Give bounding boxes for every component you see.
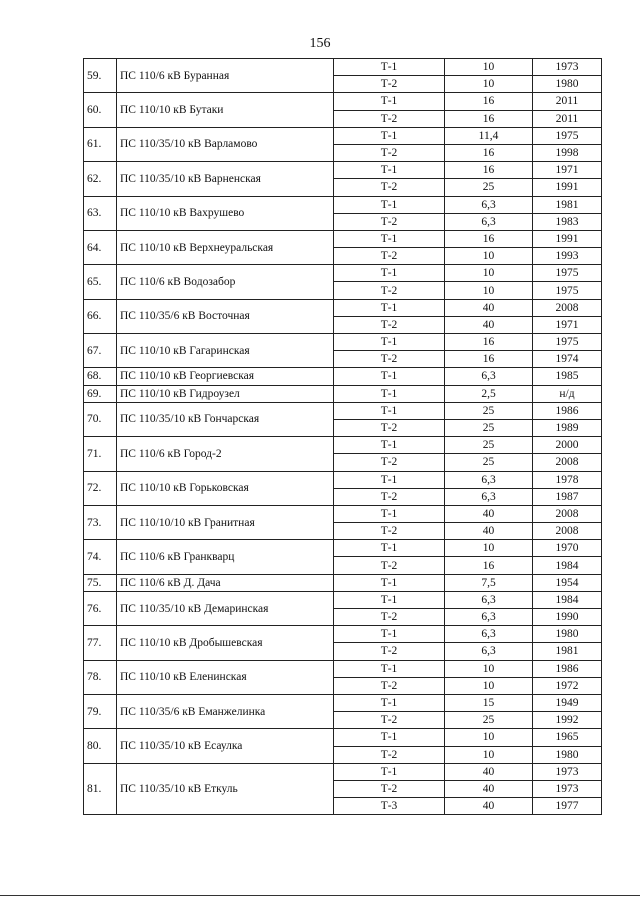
substation-name: ПС 110/10 кВ Гидроузел <box>117 385 334 402</box>
power-value: 16 <box>445 110 533 127</box>
power-value: 7,5 <box>445 574 533 591</box>
year-value: 2008 <box>533 523 602 540</box>
power-value: 40 <box>445 505 533 522</box>
table-row <box>84 385 602 402</box>
row-number: 61. <box>84 127 117 161</box>
transformer-label: Т-1 <box>334 93 445 110</box>
power-value: 10 <box>445 59 533 76</box>
substation-name: ПС 110/35/6 кВ Восточная <box>117 299 334 333</box>
year-value: 1973 <box>533 780 602 797</box>
power-value: 25 <box>445 454 533 471</box>
power-value: 6,3 <box>445 626 533 643</box>
power-value: 10 <box>445 677 533 694</box>
power-value: 10 <box>445 729 533 746</box>
table-row <box>84 540 602 557</box>
transformer-label: Т-1 <box>334 626 445 643</box>
transformer-label: Т-1 <box>334 660 445 677</box>
year-value: 2011 <box>533 110 602 127</box>
substation-name: ПС 110/35/10 кВ Варламово <box>117 127 334 161</box>
transformer-label: Т-2 <box>334 712 445 729</box>
power-value: 40 <box>445 316 533 333</box>
power-value: 40 <box>445 780 533 797</box>
year-value: 1985 <box>533 368 602 385</box>
power-value: 6,3 <box>445 196 533 213</box>
year-value: 1978 <box>533 471 602 488</box>
year-value: 1975 <box>533 127 602 144</box>
row-number: 68. <box>84 368 117 385</box>
transformer-label: Т-1 <box>334 59 445 76</box>
transformer-label: Т-2 <box>334 351 445 368</box>
table-row <box>84 471 602 488</box>
transformer-label: Т-2 <box>334 523 445 540</box>
year-value: 1980 <box>533 626 602 643</box>
power-value: 10 <box>445 248 533 265</box>
power-value: 25 <box>445 402 533 419</box>
row-number: 73. <box>84 505 117 539</box>
year-value: н/д <box>533 385 602 402</box>
substation-name: ПС 110/35/10 кВ Демаринская <box>117 591 334 625</box>
row-number: 72. <box>84 471 117 505</box>
row-number: 69. <box>84 385 117 402</box>
row-number: 80. <box>84 729 117 763</box>
year-value: 1971 <box>533 162 602 179</box>
power-value: 16 <box>445 334 533 351</box>
power-value: 25 <box>445 179 533 196</box>
table-row <box>84 591 602 608</box>
power-value: 6,3 <box>445 488 533 505</box>
transformer-label: Т-2 <box>334 282 445 299</box>
power-value: 16 <box>445 351 533 368</box>
row-number: 78. <box>84 660 117 694</box>
year-value: 2000 <box>533 437 602 454</box>
transformer-label: Т-2 <box>334 677 445 694</box>
substation-name: ПС 110/10 кВ Георгиевская <box>117 368 334 385</box>
transformer-label: Т-1 <box>334 162 445 179</box>
power-value: 25 <box>445 419 533 436</box>
transformer-label: Т-1 <box>334 127 445 144</box>
transformer-label: Т-1 <box>334 471 445 488</box>
row-number: 79. <box>84 694 117 728</box>
substation-name: ПС 110/6 кВ Город-2 <box>117 437 334 471</box>
substation-name: ПС 110/10/10 кВ Гранитная <box>117 505 334 539</box>
year-value: 1965 <box>533 729 602 746</box>
power-value: 10 <box>445 282 533 299</box>
transformer-label: Т-2 <box>334 643 445 660</box>
table-row <box>84 694 602 711</box>
row-number: 81. <box>84 763 117 815</box>
transformer-label: Т-2 <box>334 488 445 505</box>
power-value: 25 <box>445 712 533 729</box>
substation-name: ПС 110/10 кВ Гагаринская <box>117 334 334 368</box>
transformer-label: Т-1 <box>334 729 445 746</box>
power-value: 10 <box>445 746 533 763</box>
substation-name: ПС 110/6 кВ Д. Дача <box>117 574 334 591</box>
transformer-label: Т-2 <box>334 179 445 196</box>
transformer-label: Т-2 <box>334 419 445 436</box>
power-value: 16 <box>445 230 533 247</box>
year-value: 1973 <box>533 763 602 780</box>
power-value: 6,3 <box>445 213 533 230</box>
substation-name: ПС 110/35/10 кВ Варненская <box>117 162 334 196</box>
transformer-label: Т-1 <box>334 334 445 351</box>
table-row <box>84 230 602 247</box>
power-value: 6,3 <box>445 643 533 660</box>
year-value: 1991 <box>533 230 602 247</box>
power-value: 10 <box>445 265 533 282</box>
year-value: 1989 <box>533 419 602 436</box>
year-value: 1986 <box>533 660 602 677</box>
footer-rule <box>0 895 640 896</box>
year-value: 1980 <box>533 746 602 763</box>
power-value: 16 <box>445 144 533 161</box>
year-value: 1973 <box>533 59 602 76</box>
transformer-label: Т-3 <box>334 798 445 815</box>
power-value: 15 <box>445 694 533 711</box>
substation-table <box>83 58 602 815</box>
transformer-label: Т-1 <box>334 368 445 385</box>
power-value: 40 <box>445 299 533 316</box>
row-number: 70. <box>84 402 117 436</box>
row-number: 65. <box>84 265 117 299</box>
power-value: 6,3 <box>445 471 533 488</box>
year-value: 1983 <box>533 213 602 230</box>
row-number: 74. <box>84 540 117 574</box>
substation-name: ПС 110/10 кВ Еленинская <box>117 660 334 694</box>
substation-name: ПС 110/35/6 кВ Еманжелинка <box>117 694 334 728</box>
table-row <box>84 334 602 351</box>
year-value: 1975 <box>533 334 602 351</box>
row-number: 67. <box>84 334 117 368</box>
year-value: 1954 <box>533 574 602 591</box>
table-row <box>84 127 602 144</box>
transformer-label: Т-2 <box>334 609 445 626</box>
table-row <box>84 93 602 110</box>
year-value: 1981 <box>533 196 602 213</box>
transformer-label: Т-1 <box>334 230 445 247</box>
transformer-label: Т-1 <box>334 437 445 454</box>
substation-name: ПС 110/10 кВ Вахрушево <box>117 196 334 230</box>
transformer-label: Т-2 <box>334 144 445 161</box>
transformer-label: Т-2 <box>334 110 445 127</box>
table-row <box>84 265 602 282</box>
year-value: 1972 <box>533 677 602 694</box>
transformer-label: Т-2 <box>334 316 445 333</box>
table-row <box>84 763 602 780</box>
power-value: 16 <box>445 557 533 574</box>
transformer-label: Т-1 <box>334 265 445 282</box>
row-number: 64. <box>84 230 117 264</box>
page-number: 156 <box>309 36 331 51</box>
row-number: 63. <box>84 196 117 230</box>
transformer-label: Т-1 <box>334 402 445 419</box>
row-number: 75. <box>84 574 117 591</box>
substation-name: ПС 110/10 кВ Бутаки <box>117 93 334 127</box>
substation-name: ПС 110/35/10 кВ Еткуль <box>117 763 334 815</box>
row-number: 66. <box>84 299 117 333</box>
table-row <box>84 505 602 522</box>
substation-name: ПС 110/10 кВ Верхнеуральская <box>117 230 334 264</box>
year-value: 1971 <box>533 316 602 333</box>
substation-name: ПС 110/6 кВ Гранкварц <box>117 540 334 574</box>
transformer-label: Т-1 <box>334 694 445 711</box>
substation-name: ПС 110/35/10 кВ Гончарская <box>117 402 334 436</box>
year-value: 1981 <box>533 643 602 660</box>
power-value: 10 <box>445 76 533 93</box>
year-value: 1977 <box>533 798 602 815</box>
power-value: 25 <box>445 437 533 454</box>
power-value: 6,3 <box>445 591 533 608</box>
table-row <box>84 729 602 746</box>
year-value: 1970 <box>533 540 602 557</box>
power-value: 40 <box>445 523 533 540</box>
transformer-label: Т-2 <box>334 557 445 574</box>
transformer-label: Т-1 <box>334 574 445 591</box>
power-value: 16 <box>445 162 533 179</box>
table-row <box>84 368 602 385</box>
transformer-label: Т-1 <box>334 505 445 522</box>
power-value: 6,3 <box>445 609 533 626</box>
year-value: 1986 <box>533 402 602 419</box>
power-value: 40 <box>445 763 533 780</box>
year-value: 1975 <box>533 265 602 282</box>
year-value: 1984 <box>533 591 602 608</box>
transformer-label: Т-2 <box>334 76 445 93</box>
row-number: 60. <box>84 93 117 127</box>
table-row <box>84 574 602 591</box>
substation-name: ПС 110/35/10 кВ Есаулка <box>117 729 334 763</box>
substation-name: ПС 110/6 кВ Водозабор <box>117 265 334 299</box>
year-value: 1974 <box>533 351 602 368</box>
transformer-label: Т-1 <box>334 196 445 213</box>
table-row <box>84 437 602 454</box>
row-number: 77. <box>84 626 117 660</box>
row-number: 76. <box>84 591 117 625</box>
year-value: 1980 <box>533 76 602 93</box>
substation-name: ПС 110/10 кВ Горьковская <box>117 471 334 505</box>
year-value: 1992 <box>533 712 602 729</box>
year-value: 1990 <box>533 609 602 626</box>
year-value: 1993 <box>533 248 602 265</box>
power-value: 40 <box>445 798 533 815</box>
table-row <box>84 660 602 677</box>
transformer-label: Т-2 <box>334 248 445 265</box>
year-value: 1949 <box>533 694 602 711</box>
power-value: 10 <box>445 660 533 677</box>
substation-name: ПС 110/10 кВ Дробышевская <box>117 626 334 660</box>
table-row <box>84 299 602 316</box>
year-value: 1991 <box>533 179 602 196</box>
power-value: 11,4 <box>445 127 533 144</box>
transformer-label: Т-1 <box>334 763 445 780</box>
transformer-label: Т-2 <box>334 746 445 763</box>
row-number: 59. <box>84 59 117 93</box>
year-value: 1998 <box>533 144 602 161</box>
transformer-label: Т-1 <box>334 385 445 402</box>
year-value: 1987 <box>533 488 602 505</box>
transformer-label: Т-2 <box>334 213 445 230</box>
table-row <box>84 196 602 213</box>
year-value: 2011 <box>533 93 602 110</box>
year-value: 2008 <box>533 505 602 522</box>
table-row <box>84 402 602 419</box>
row-number: 62. <box>84 162 117 196</box>
transformer-label: Т-1 <box>334 591 445 608</box>
row-number: 71. <box>84 437 117 471</box>
power-value: 16 <box>445 93 533 110</box>
power-value: 2,5 <box>445 385 533 402</box>
table-body <box>84 59 602 815</box>
year-value: 2008 <box>533 454 602 471</box>
table-row <box>84 59 602 76</box>
year-value: 2008 <box>533 299 602 316</box>
substation-name: ПС 110/6 кВ Буранная <box>117 59 334 93</box>
year-value: 1975 <box>533 282 602 299</box>
table-row <box>84 162 602 179</box>
transformer-label: Т-1 <box>334 299 445 316</box>
power-value: 6,3 <box>445 368 533 385</box>
transformer-label: Т-1 <box>334 540 445 557</box>
power-value: 10 <box>445 540 533 557</box>
table-row <box>84 626 602 643</box>
transformer-label: Т-2 <box>334 454 445 471</box>
year-value: 1984 <box>533 557 602 574</box>
transformer-label: Т-2 <box>334 780 445 797</box>
